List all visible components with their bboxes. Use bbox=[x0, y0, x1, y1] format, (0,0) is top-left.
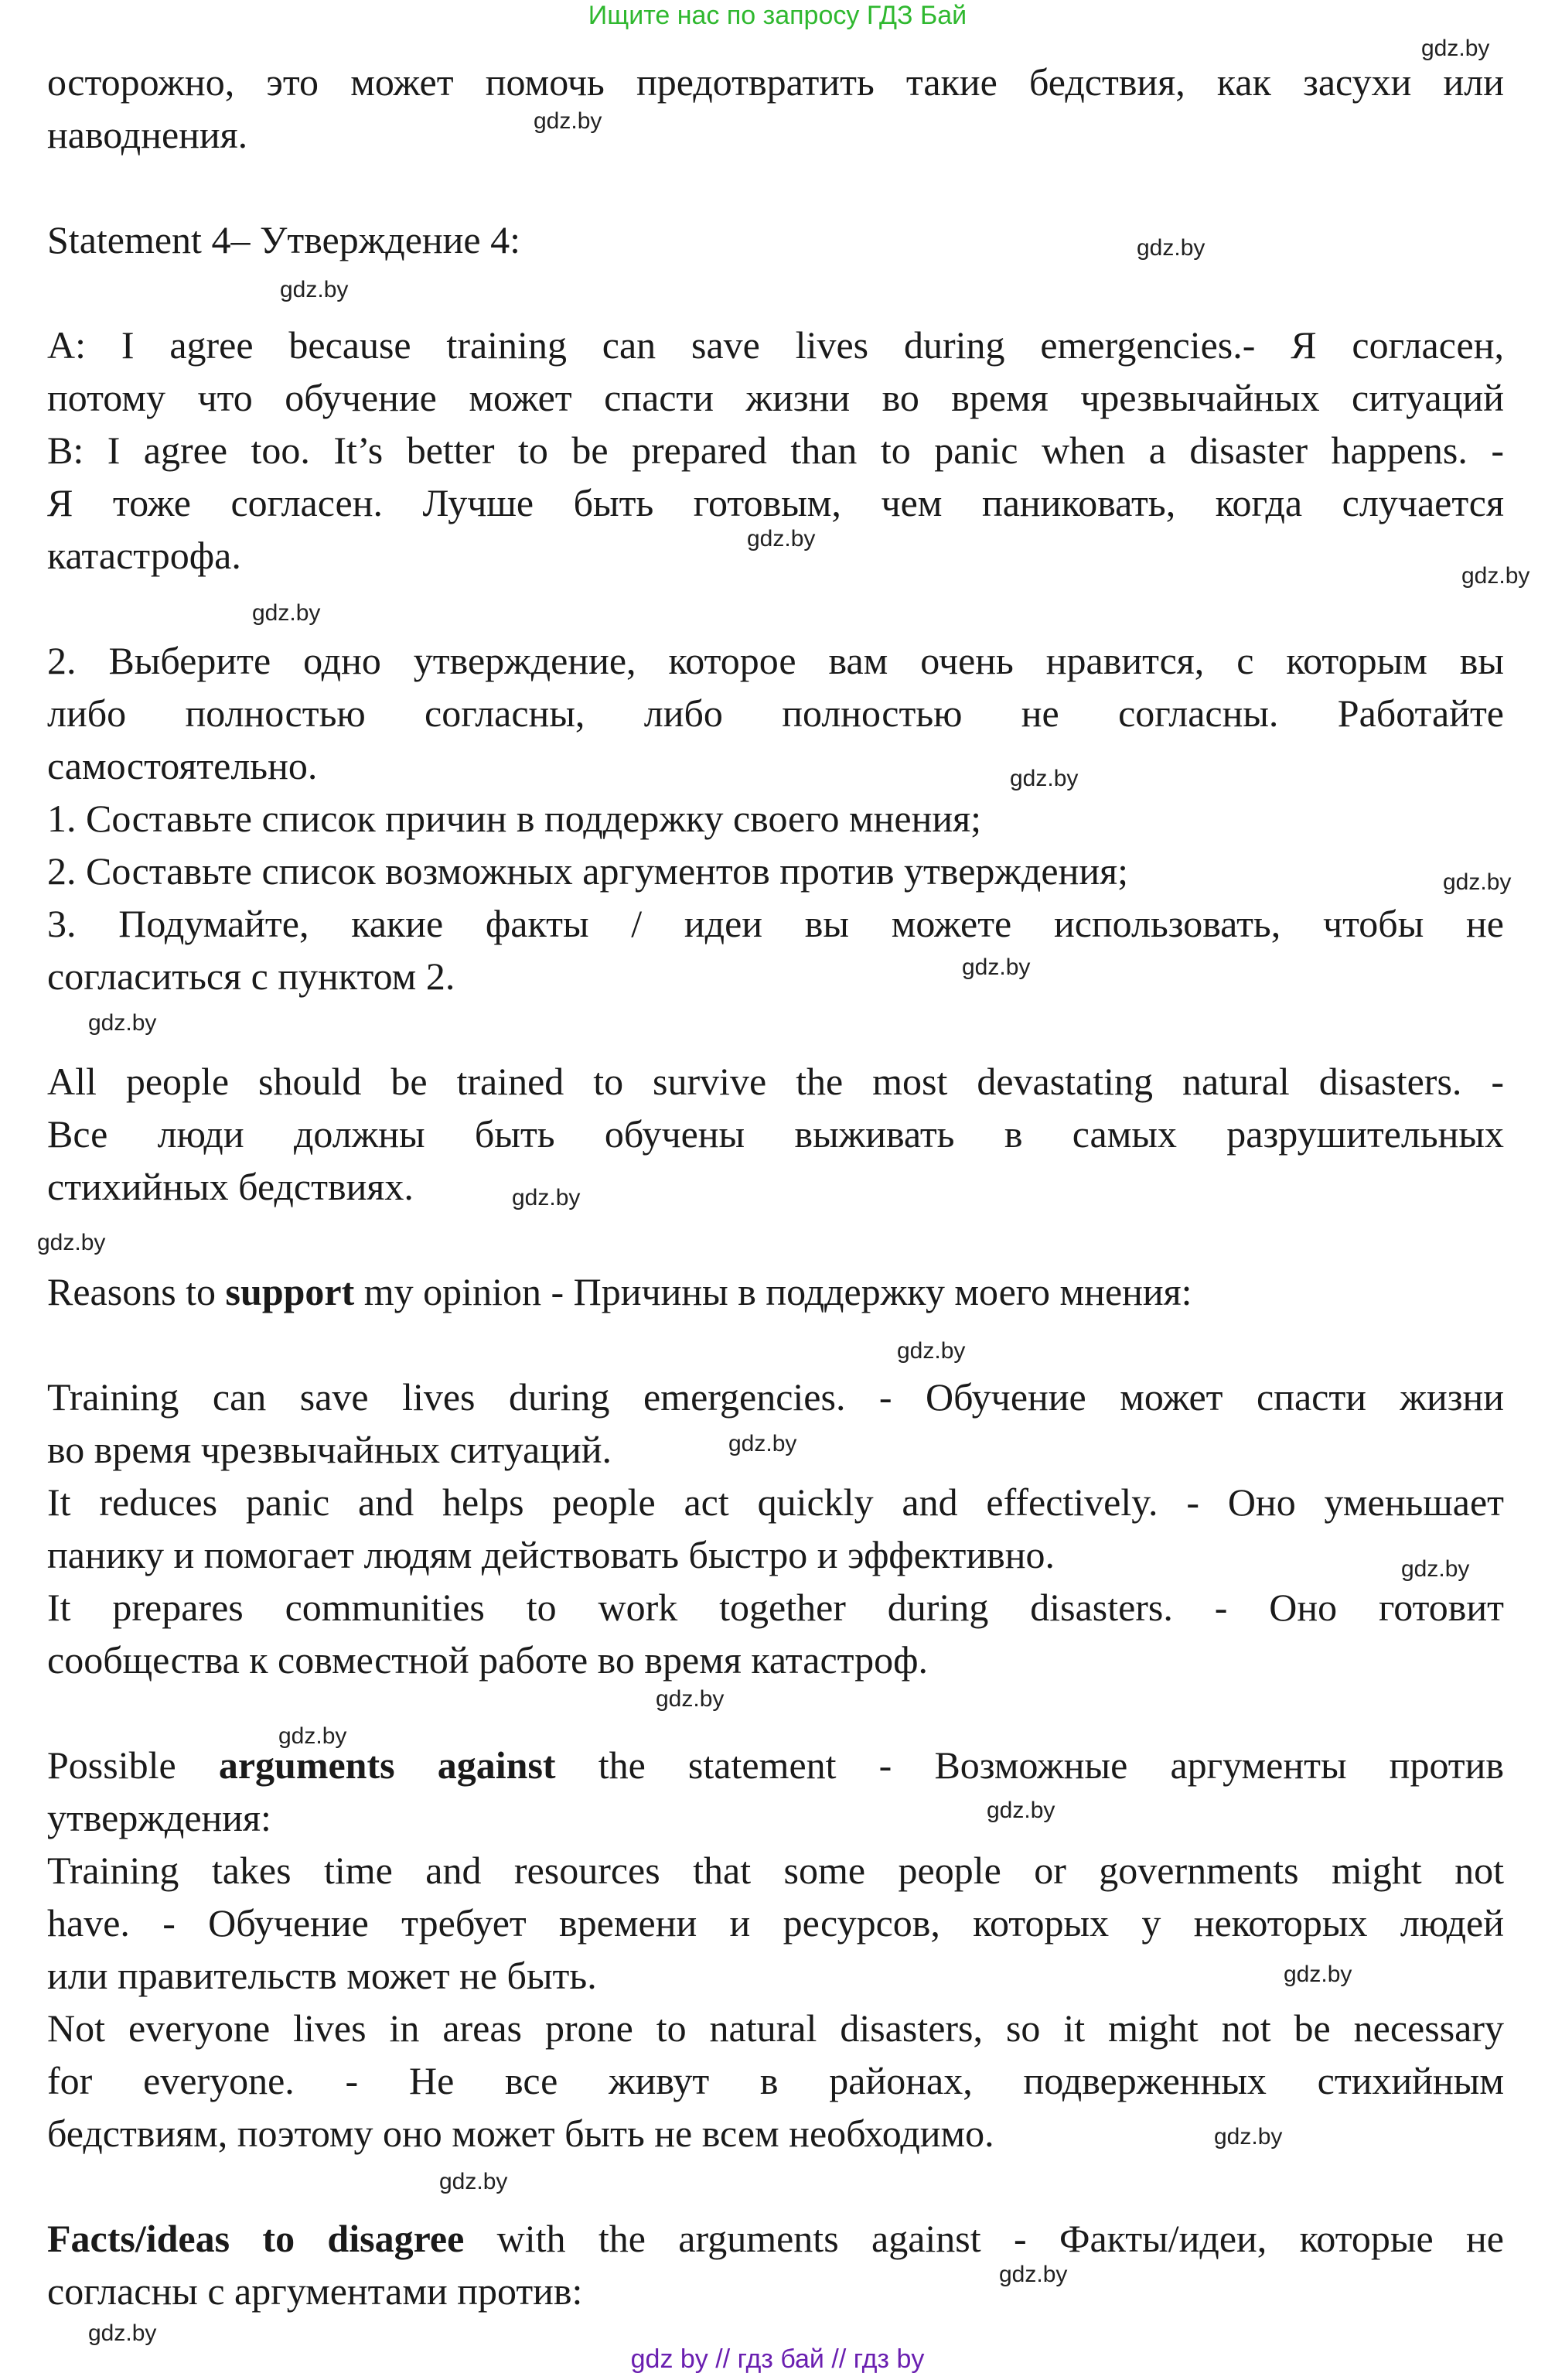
watermark: gdz.by bbox=[1214, 2124, 1283, 2150]
task-text: 2. Выберите одно утверждение, которое вам очень нравится, с которым вы bbox=[47, 639, 1504, 682]
argument-item: Training takes time and resources that some people or governments might not bbox=[47, 1849, 1504, 1892]
text-line: Я тоже согласен. Лучше быть готовым, чем паниковать, когда случается bbox=[47, 481, 1504, 524]
reason-item: сообщества к совместной работе во время катастроф. bbox=[47, 1638, 928, 1682]
task-list-item: согласиться с пунктом 2. bbox=[47, 954, 455, 998]
facts-heading: Facts/ideas to disagree with the arguments against - Факты/идеи, которые не bbox=[47, 2217, 1504, 2260]
argument-item: или правительств может не быть. bbox=[47, 1954, 597, 1997]
watermark: gdz.by bbox=[88, 2320, 157, 2346]
argument-item: бедствиям, поэтому оно может быть не всем необходимо. bbox=[47, 2112, 994, 2155]
watermark: gdz.by bbox=[439, 2169, 508, 2194]
watermark: gdz.by bbox=[656, 1686, 725, 1712]
watermark: gdz.by bbox=[88, 1010, 157, 1036]
watermark: gdz.by bbox=[1137, 235, 1205, 261]
reason-item: It prepares communities to work together during disasters. - Оно готовит bbox=[47, 1586, 1504, 1629]
watermark: gdz.by bbox=[1284, 1962, 1352, 1987]
against-heading: утверждения: bbox=[47, 1796, 271, 1839]
reason-item: во время чрезвычайных ситуаций. bbox=[47, 1428, 612, 1471]
argument-item: Not everyone lives in areas prone to natural disasters, so it might not be necessary bbox=[47, 2006, 1504, 2050]
task-text: самостоятельно. bbox=[47, 744, 318, 787]
chosen-statement: Все люди должны быть обучены выживать в самых разрушительных bbox=[47, 1112, 1504, 1156]
task-list-item: 3. Подумайте, какие факты / идеи вы можете использовать, чтобы не bbox=[47, 902, 1504, 945]
facts-heading: согласны с аргументами против: bbox=[47, 2269, 583, 2313]
reason-item: Training can save lives during emergencies. - Обучение может спасти жизни bbox=[47, 1375, 1504, 1419]
footer-links[interactable]: gdz by // гдз бай // гдз by bbox=[630, 2344, 925, 2374]
watermark: gdz.by bbox=[747, 526, 816, 551]
watermark: gdz.by bbox=[897, 1338, 966, 1364]
argument-item: for everyone. - Не все живут в районах, подверженных стихийным bbox=[47, 2059, 1504, 2102]
argument-item: have. - Обучение требует времени и ресурсов, которых у некоторых людей bbox=[47, 1901, 1504, 1945]
reason-item: панику и помогает людям действовать быстро и эффективно. bbox=[47, 1533, 1055, 1576]
top-search-link[interactable]: Ищите нас по запросу ГДЗ Бай bbox=[588, 1, 967, 30]
watermark: gdz.by bbox=[280, 277, 349, 302]
watermark: gdz.by bbox=[512, 1185, 581, 1210]
chosen-statement: All people should be trained to survive the most devastating natural disasters. - bbox=[47, 1060, 1504, 1103]
reason-item: It reduces panic and helps people act quickly and effectively. - Оно уменьшает bbox=[47, 1480, 1504, 1524]
watermark: gdz.by bbox=[962, 954, 1031, 980]
watermark: gdz.by bbox=[1461, 563, 1530, 589]
task-list-item: 1. Составьте список причин в поддержку своего мнения; bbox=[47, 797, 982, 840]
watermark: gdz.by bbox=[1443, 869, 1512, 895]
text-line: B: I agree too. It’s better to be prepared than to panic when a disaster happens. - bbox=[47, 429, 1504, 472]
watermark: gdz.by bbox=[1010, 766, 1079, 791]
text-line: осторожно, это может помочь предотвратить такие бедствия, как засухи или bbox=[47, 60, 1504, 104]
watermark: gdz.by bbox=[1421, 36, 1490, 61]
watermark: gdz.by bbox=[1401, 1556, 1470, 1582]
against-heading: Possible arguments against the statement - Возможные аргументы против bbox=[47, 1743, 1504, 1787]
text-line: наводнения. bbox=[47, 113, 248, 156]
statement-heading: Statement 4– Утверждение 4: bbox=[47, 218, 520, 261]
text-line: катастрофа. bbox=[47, 534, 241, 577]
watermark: gdz.by bbox=[987, 1798, 1055, 1823]
text-line: A: I agree because training can save lives during emergencies.- Я согласен, bbox=[47, 323, 1504, 367]
watermark: gdz.by bbox=[534, 108, 602, 134]
watermark: gdz.by bbox=[37, 1230, 106, 1255]
watermark: gdz.by bbox=[252, 600, 321, 626]
text-line: потому что обучение может спасти жизни во время чрезвычайных ситуаций bbox=[47, 376, 1504, 419]
chosen-statement: стихийных бедствиях. bbox=[47, 1165, 414, 1208]
watermark: gdz.by bbox=[728, 1431, 797, 1456]
watermark: gdz.by bbox=[999, 2262, 1068, 2287]
watermark: gdz.by bbox=[278, 1723, 347, 1749]
task-list-item: 2. Составьте список возможных аргументов против утверждения; bbox=[47, 849, 1128, 893]
task-text: либо полностью согласны, либо полностью не согласны. Работайте bbox=[47, 691, 1504, 735]
reasons-heading: Reasons to support my opinion - Причины в поддержку моего мнения: bbox=[47, 1270, 1192, 1313]
